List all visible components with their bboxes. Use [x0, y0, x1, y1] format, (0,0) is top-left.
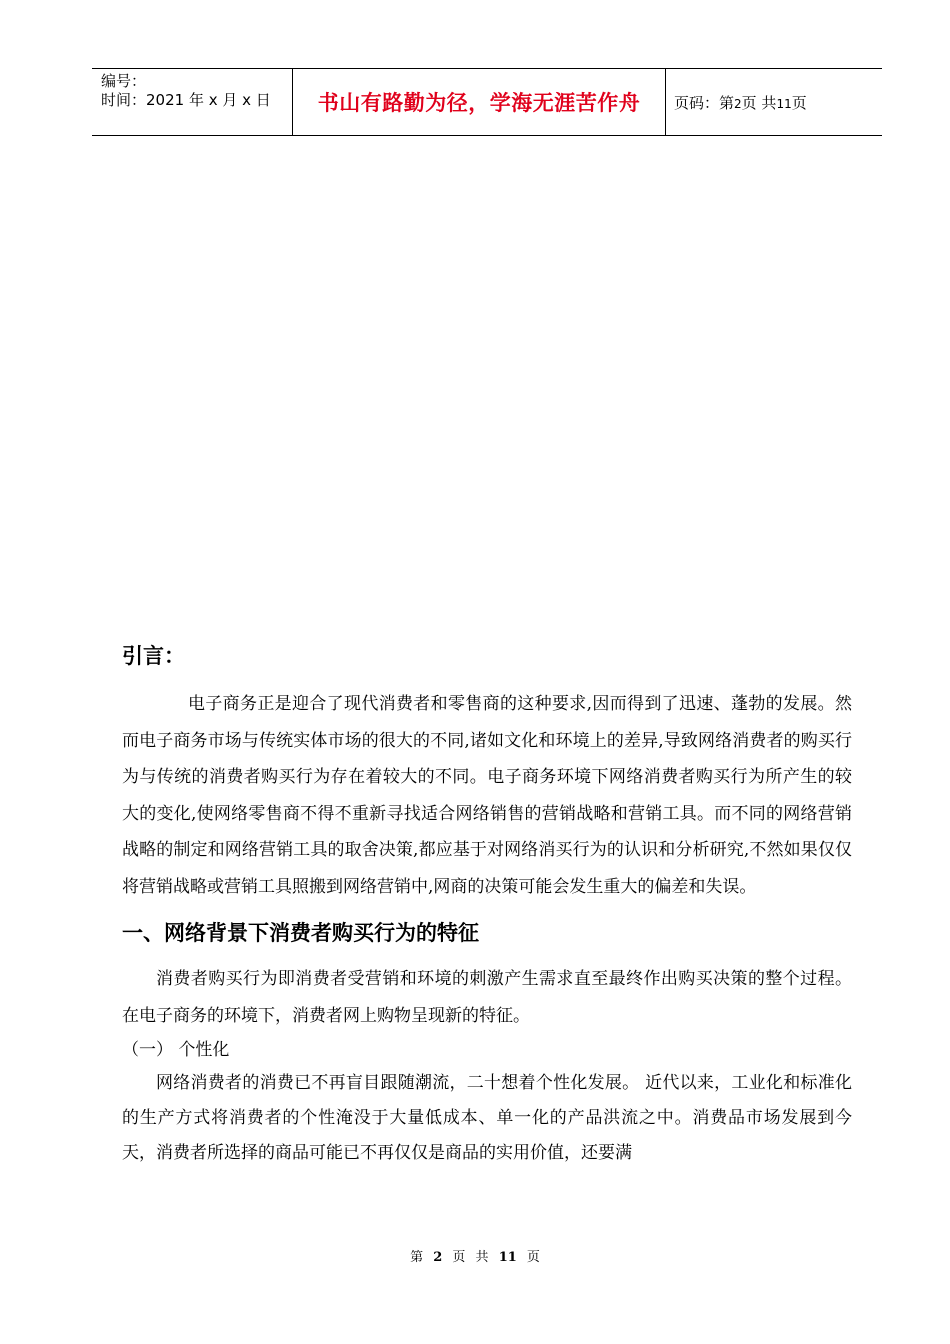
intro-heading: 引言：	[122, 644, 185, 668]
footer-prefix: 第	[410, 1250, 424, 1265]
footer-page-current: 2	[433, 1250, 443, 1265]
subsection-1-paragraph: 网络消费者的消费已不再盲目跟随潮流，二十想着个性化发展。 近代以来，工业化和标准化的生产方式将消费者的个性淹没于大量低成本、单一化的产品洪流之中。消费品市场发展到今天，消费者所选择的商品可能已不再仅仅是商品的实用价值，还要满	[122, 1073, 852, 1163]
document-time-year: 2021	[146, 91, 185, 109]
header-page-total: 11	[776, 96, 792, 111]
header-meta-cell	[92, 69, 293, 135]
page-footer	[0, 1246, 950, 1265]
document-number-label: 编号：	[101, 72, 147, 90]
footer-suffix: 页	[526, 1250, 540, 1265]
header-page-mid: 页 共	[741, 93, 777, 112]
footer-page-total: 11	[498, 1250, 517, 1265]
header-motto: 书山有路勤为径，学海无涯苦作舟	[317, 91, 641, 115]
header-page-cell	[666, 69, 882, 135]
header-page-label: 页码：第	[674, 93, 735, 112]
document-time	[101, 91, 292, 110]
header-motto-cell	[293, 69, 666, 135]
header-page-end: 页	[791, 93, 807, 112]
page-header	[92, 68, 882, 136]
document-time-label: 时间：	[101, 91, 147, 109]
document-number	[101, 72, 292, 91]
section-1-paragraph: 消费者购买行为即消费者受营销和环境的刺激产生需求直至最终作出购买决策的整个过程。在电子商务的环境下，消费者网上购物呈现新的特征。	[122, 969, 852, 1026]
header-page-current: 2	[734, 96, 742, 111]
intro-paragraph: 电子商务正是迎合了现代消费者和零售商的这种要求,因而得到了迅速、蓬勃的发展。然而电子商务市场与传统实体市场的很大的不同,诸如文化和环境上的差异,导致网络消费者的购买行为与传统的消费者购买行为存在着较大的不同。电子商务环境下网络消费者购买行为所产生的较大的变化,使网络零售商不得不重新寻找适合网络销售的营销战略和营销工具。而不同的网络营销战略的制定和网络营销工具的取舍决策,都应基于对网络消买行为的认识和分析研究,不然如果仅仅将营销战略或营销工具照搬到网络营销中,网商的决策可能会发生重大的偏差和失误。	[122, 694, 852, 897]
subsection-1-heading: （一） 个性化	[122, 1040, 230, 1060]
section-1-heading: 一、网络背景下消费者购买行为的特征	[122, 921, 479, 945]
header-page-number	[674, 92, 807, 113]
page-content	[122, 636, 852, 1171]
document-time-suffix: 年 x 月 x 日	[188, 91, 271, 109]
footer-mid: 页 共	[452, 1250, 489, 1265]
